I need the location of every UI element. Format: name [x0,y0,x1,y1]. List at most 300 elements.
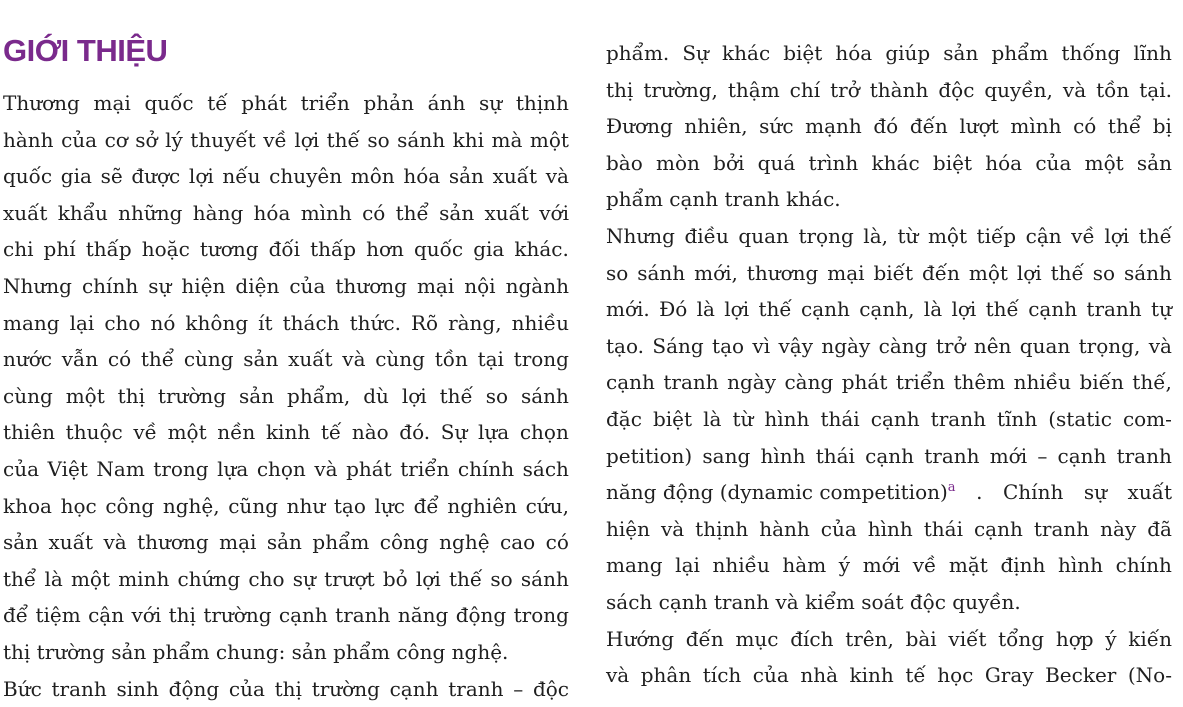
right-column-line [606,621,1172,657]
word: khác [871,150,920,175]
word: sự [1083,480,1108,505]
word: đối [268,237,301,262]
word: triển [895,370,946,395]
word: mới. [606,297,650,322]
word: hàng [192,200,244,225]
word: về [133,420,157,445]
word: về [263,127,287,152]
word: mạnh [805,114,862,139]
word: một [70,566,111,591]
word: những [118,200,183,225]
word: tranh [1086,297,1142,322]
word: cùng [183,347,234,372]
word: thế [985,297,1019,322]
word: vậy [778,333,814,358]
word: quan [1019,333,1071,358]
word: tồn [1096,77,1130,102]
word: thống [1061,41,1121,65]
word: sự [479,91,503,115]
line-text: sách cạnh tranh và kiểm soát độc quyền. [606,590,1021,614]
word: cận [1025,224,1062,248]
word: trên, [845,626,894,651]
word: mang [606,553,663,578]
right-column-line [606,328,1172,364]
word: mới [989,443,1028,468]
word: . [976,480,983,505]
word: trong [513,603,569,628]
word: thương [746,260,819,285]
left-column-line [3,378,569,414]
word: minh [118,566,170,591]
word: tích [702,663,742,688]
word: lợi [188,164,214,189]
word: một [968,260,1008,285]
word: Đó [659,297,688,322]
word: tế [905,663,926,688]
word: Rõ [410,310,439,335]
word: cùng [3,383,53,408]
word: Nhưng [606,224,675,248]
word: thể [395,200,429,225]
footnote-marker[interactable]: a [947,480,956,496]
word: tế [320,420,342,445]
word: cạnh [801,297,850,322]
left-column-line [3,634,569,670]
word: quốc [414,237,464,262]
word: chứng [177,566,241,591]
word: cạnh [870,407,920,431]
left-column-line [3,195,569,231]
word: thách [282,310,340,335]
word: lợi [401,383,427,408]
word: tại. [1139,77,1172,102]
word: thị [274,676,302,701]
word: có [107,347,132,372]
word: ngày [727,370,776,395]
word: cạnh [1057,443,1107,468]
word: xuất [3,200,48,225]
word: Chính [1002,480,1064,505]
word: tạo [712,333,745,358]
word: trình [808,150,859,175]
word: chuyên [269,164,343,189]
word: mại [93,91,131,115]
word: phẩm [312,530,370,555]
word: so [485,383,509,408]
word: được [131,164,181,189]
word: lựa [478,420,510,445]
word: động [455,603,507,628]
word: nếu [222,164,261,189]
word: đó [873,114,899,139]
word: chọn [256,457,306,481]
word: điều [684,224,729,248]
word: đến [909,114,948,139]
word: phẩm. [606,41,670,65]
word: phân [640,663,692,688]
word: nội [464,274,496,298]
word: sản [439,200,475,225]
word: là [703,407,722,431]
word: phẩm, [287,383,351,408]
word: không [185,310,249,335]
word: so [490,566,513,591]
line-text: phẩm cạnh tranh khác. [606,187,841,212]
word: càng [784,370,834,395]
right-column-line [606,218,1172,254]
word: một [167,420,207,445]
word: của [3,457,40,481]
word: chí [789,77,821,102]
word: phát [241,91,287,115]
right-column-line [606,657,1172,693]
word: môn [350,164,395,189]
word: tĩnh [997,407,1038,431]
left-column-line [3,488,569,524]
word: sản [243,347,279,372]
word: và [545,164,569,189]
word: sức [759,114,794,139]
word: Thương [3,91,80,115]
word: sản [266,530,302,555]
word: tranh [924,443,980,468]
left-column-line [3,561,569,597]
word: học [60,493,97,518]
word: tế [207,91,228,115]
word: và [1062,77,1087,102]
left-column-line [3,414,569,450]
word: nhiều [712,553,770,578]
word: cùng [375,347,425,372]
word: độc [532,676,569,701]
word: thịnh [695,516,749,541]
word: cạnh [865,443,915,468]
word: sự [148,274,172,298]
word: Nam [96,457,145,481]
word: từ [897,224,919,248]
word: trong [513,347,569,372]
word: thương [137,530,209,555]
word: Đương [606,114,673,139]
word: mang [3,310,60,335]
word: tiếp [976,224,1017,248]
word: Nhưng [3,274,72,298]
word: công [379,530,429,555]
word: mặt [948,553,988,578]
word: trọng, [1078,333,1141,358]
word: cạnh [278,603,328,628]
word: với [131,603,162,628]
word: là [923,297,943,322]
right-column-line [606,474,1172,510]
word: thể [140,347,175,372]
right-column-line [606,547,1172,583]
word: đã [1147,516,1172,541]
word: thấp [85,237,132,262]
line-text: thị trường sản phẩm chung: sản phẩm công nghệ. [3,640,509,664]
word: tổng [998,626,1045,651]
right-column-line [606,181,1172,217]
word: vì [752,333,771,358]
word: cho [104,310,141,335]
word: chính [457,457,515,481]
word: quan [738,224,789,248]
word: tồn [434,347,468,372]
word: tranh [930,407,986,431]
word: cận [88,603,125,628]
word: nhiên, [684,114,748,139]
word: nhiều [1013,370,1071,395]
word: sách [522,457,569,481]
word: chọn [519,420,569,445]
word: sánh [520,383,569,408]
right-column-line [606,145,1172,181]
word: cạnh [1028,297,1078,322]
word: đến [685,626,724,651]
word: lựa [217,457,249,481]
word: mới, [694,260,738,285]
word: tương [199,237,259,262]
word: nó [150,310,176,335]
left-column-line [3,158,569,194]
word: lợi [1016,260,1042,285]
word: động [168,676,220,701]
word: cao [500,530,536,555]
word: và [660,516,685,541]
word: xuất [492,164,538,189]
word: sự [292,566,316,591]
word: một [65,383,105,408]
word: ánh [427,91,466,115]
word: Hướng [606,626,675,651]
word: cạnh, [859,297,915,322]
word: hóa [985,150,1023,175]
word: lại [69,310,95,335]
left-column-line [3,451,569,487]
right-column-line [606,511,1172,547]
left-column-line [3,524,569,560]
word: lợi [1104,224,1130,248]
word: thương [335,274,407,298]
word: sẽ [100,164,123,189]
word: cạnh [606,370,655,395]
word: thế [439,383,473,408]
right-column-line [606,291,1172,327]
word: thuộc [65,420,123,445]
word: sánh [520,566,569,591]
word: bỏ [382,566,408,591]
word: quyền, [984,77,1053,102]
word: về [912,553,937,578]
word: sở [135,127,158,152]
word: cạnh [973,516,1023,541]
word: sản [239,383,275,408]
left-column-line [3,231,569,267]
word: tranh [1116,443,1172,468]
word: như [286,493,326,518]
word: càng [878,333,928,358]
word: tranh [335,603,391,628]
word: cho [248,566,285,591]
left-column-line [3,305,569,341]
word: thịnh [515,91,569,115]
word: sản [943,41,979,65]
word: nghệ [439,530,490,555]
word: trường, [643,77,718,102]
word: dù [363,383,389,408]
left-column-line [3,122,569,158]
word: thị [117,383,145,408]
word: thể [1107,114,1142,139]
word: thế [758,297,792,322]
word: lợi [724,297,750,322]
word: hành [3,127,54,152]
word: biệt [932,150,972,175]
word: bào [606,150,643,175]
word: mại [416,274,455,298]
word: kiến [1128,626,1172,651]
word: của [1035,150,1072,175]
word: sánh [1123,260,1172,285]
word: bị [1152,114,1172,139]
section-heading: GIỚI THIỆU [3,33,168,68]
word: khác. [514,237,569,262]
word: lợi [951,297,977,322]
word: tại [477,347,504,372]
word: và [342,347,366,372]
word: trường [311,676,380,701]
word: của [228,676,265,701]
word: triển [300,91,350,115]
right-column-line [606,364,1172,400]
word: nhà [800,663,839,688]
word: thành [869,77,929,102]
word: hoặc [141,237,190,262]
word: diện [235,274,280,298]
word: có [362,200,386,225]
word: hành [759,516,810,541]
word: hình [760,443,806,468]
word: so [367,127,390,152]
word: Sáng [652,333,704,358]
word: lĩnh [1133,41,1172,65]
word: triển [400,457,450,481]
word: của [752,663,789,688]
word: biệt [783,41,823,65]
word: sánh [637,260,686,285]
word: sang [702,443,751,468]
word: đó. [399,420,431,445]
word: com- [1122,407,1172,431]
word: sánh [397,127,446,152]
word: hình [1058,553,1104,578]
word: phẩm [991,41,1049,65]
left-column-line [3,268,569,304]
word: gia [60,164,92,189]
word: thị [168,603,196,628]
word: sản [448,164,484,189]
word: mình [300,200,352,225]
word: Gray [984,663,1034,688]
word: tiệm [35,603,81,628]
word: của [820,516,857,541]
line-text: năng động (dynamic competition)$^a$ [606,480,956,505]
word: nên [973,333,1012,358]
word: trường [203,603,272,628]
right-column-line [606,584,1172,620]
word: tranh [51,676,107,701]
word: kinh [265,420,311,445]
word: lý [165,127,183,152]
left-column-line [3,85,569,121]
word: thể [3,566,37,591]
word: Bức [3,676,42,701]
word: tranh [448,676,504,701]
word: và [1148,333,1172,358]
word: hơn [366,237,404,262]
word: petition) [606,443,693,468]
word: xuất [484,200,529,225]
word: ràng, [448,310,502,335]
word: thế [448,566,483,591]
word: hóa [835,41,873,65]
word: (static [1048,407,1112,431]
word: phí [43,237,76,262]
word: – [513,676,524,701]
word: bởi [713,150,745,175]
word: tranh [1033,516,1090,541]
word: thái [815,443,855,468]
right-column-line [606,255,1172,291]
word: cũng [228,493,278,518]
word: chi [3,237,34,262]
word: kinh [849,663,894,688]
word: trượt [324,566,375,591]
word: trở [830,77,860,102]
word: ý [838,553,851,578]
word: một [1084,150,1124,175]
word: phản [363,91,414,115]
word: là [696,297,715,322]
word: đặc [606,407,642,431]
word: và [103,530,127,555]
word: hóa [253,200,291,225]
word: nhiều [511,310,569,335]
word: hình [764,407,810,431]
word: lại [675,553,700,578]
word: tạo [333,493,366,518]
word: thức. [349,310,401,335]
word: năng [397,603,449,628]
word: Sự [440,420,468,445]
left-column-line [3,341,569,377]
word: trong [153,457,209,481]
word: thế, [1132,370,1172,395]
word: quốc [3,164,53,189]
word: thậm [727,77,780,102]
word: công [105,493,155,518]
word: mà [491,127,523,152]
word: mình [1010,114,1062,139]
word: tranh [663,370,719,395]
word: Việt [47,457,88,481]
word: hóa [403,164,441,189]
word: nước [3,347,53,372]
word: ý [1105,626,1117,651]
word: này [1100,516,1137,541]
word: thêm [953,370,1006,395]
word: đến [921,260,960,285]
